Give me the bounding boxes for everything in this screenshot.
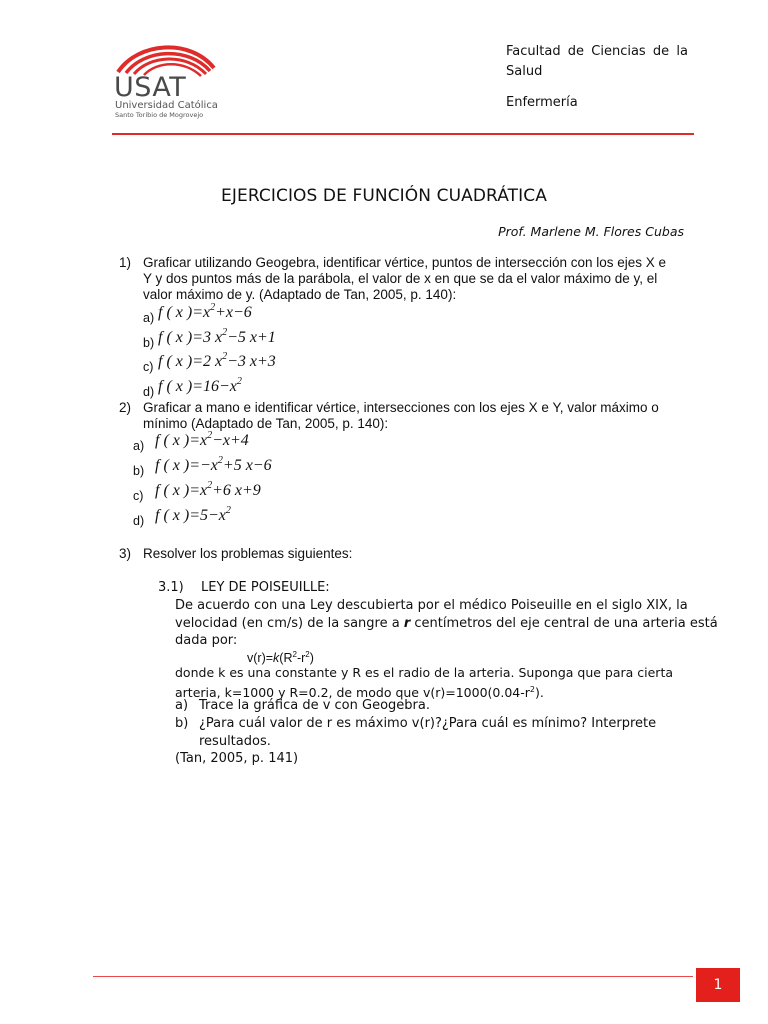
item-label: d) xyxy=(143,384,155,399)
eq-rest: −5 x+1 xyxy=(227,328,276,346)
formula-exp: 2 xyxy=(305,650,310,659)
eq-exp: 2 xyxy=(207,480,213,491)
q3-1-a-label: a) xyxy=(175,698,189,713)
text-span: centímetros del eje central de una arteria está xyxy=(410,615,718,631)
q3-1-a-text: Trace la gráfica de v con Geogebra. xyxy=(199,698,430,713)
item-label: b) xyxy=(143,335,155,350)
formula-k: k xyxy=(273,651,280,666)
eq-exp: 2 xyxy=(222,351,228,362)
eq-lhs: f ( x )= xyxy=(155,507,200,524)
item-label: a) xyxy=(133,439,145,453)
equation xyxy=(155,432,249,450)
eq-lhs: f ( x )= xyxy=(155,432,200,449)
citation: (Tan, 2005, p. 141) xyxy=(175,751,299,766)
usat-logo xyxy=(112,40,222,120)
eq-term: 3 x xyxy=(203,328,223,346)
eq-term: x xyxy=(203,304,211,321)
eq-exp: 2 xyxy=(236,375,242,387)
eq-rest: +x−6 xyxy=(215,304,252,321)
q3-1-b-label: b) xyxy=(175,716,189,731)
q1-line: Graficar utilizando Geogebra, identificar vértice, puntos de intersección con los ejes X e xyxy=(143,255,667,270)
header-info xyxy=(506,42,688,113)
q3-text: Resolver los problemas siguientes: xyxy=(143,546,353,561)
paragraph-line: ¿Para cuál valor de r es máximo v(r)?¿Para cuál es mínimo? Interprete xyxy=(199,716,657,731)
q2-line: Graficar a mano e identificar vértice, intersecciones con los ejes X e Y, valor máximo o xyxy=(143,400,659,415)
paragraph-line: De acuerdo con una Ley descubierta por el médico Poiseuille en el siglo XIX, la xyxy=(175,598,688,613)
q3-1-body-2 xyxy=(175,665,673,701)
paragraph-line: resultados. xyxy=(199,733,271,749)
item-label: a) xyxy=(143,311,155,325)
q1-line: valor máximo de y. (Adaptado de Tan, 2005, p. 140): xyxy=(143,287,457,302)
item-label: c) xyxy=(143,360,154,374)
q3-1-b-text xyxy=(199,715,656,750)
eq-lhs: f ( x )= xyxy=(158,377,203,395)
logo-wordmark: USAT xyxy=(114,72,187,103)
eq-term: 2 x xyxy=(203,353,223,370)
equation xyxy=(155,482,261,500)
eq-lhs: f ( x )= xyxy=(158,353,203,370)
q3-1-body xyxy=(175,597,718,650)
text-span: ). xyxy=(535,684,544,700)
poiseuille-formula xyxy=(247,650,314,665)
q2-text xyxy=(143,400,659,432)
variable-r: r xyxy=(403,615,411,631)
text-exp: 2 xyxy=(529,684,535,694)
logo-university-name: Universidad Católica xyxy=(115,100,218,111)
footer-divider xyxy=(93,976,693,977)
item-label: c) xyxy=(133,489,144,503)
page-title: EJERCICIOS DE FUNCIÓN CUADRÁTICA xyxy=(221,186,547,206)
formula-part: ) xyxy=(309,651,314,666)
eq-term: x xyxy=(200,432,208,449)
q1-text xyxy=(143,255,666,303)
eq-exp: 2 xyxy=(225,505,231,516)
equation xyxy=(158,375,242,396)
equation xyxy=(158,326,276,347)
eq-rest: −x+4 xyxy=(212,432,249,449)
logo-university-subtitle: Santo Toribio de Mogrovejo xyxy=(115,111,204,119)
equation xyxy=(155,507,231,525)
eq-term: 5−x xyxy=(200,507,226,524)
eq-exp: 2 xyxy=(210,302,216,313)
faculty-name: Facultad de Ciencias de la Salud xyxy=(506,44,688,79)
q3-1-number: 3.1) xyxy=(158,580,184,595)
author: Prof. Marlene M. Flores Cubas xyxy=(498,224,684,239)
formula-part: -r xyxy=(296,651,306,666)
page-number: 1 xyxy=(696,968,740,1002)
item-label: d) xyxy=(133,514,145,528)
equation xyxy=(155,457,272,475)
eq-lhs: f ( x )= xyxy=(158,304,203,321)
paragraph-line: donde k es una constante y R es el radio de la arteria. Suponga que para cierta xyxy=(175,665,674,680)
q1-line: Y y dos puntos más de la parábola, el valor de x en que se da el valor máximo de y, el xyxy=(143,271,658,286)
header-divider xyxy=(112,133,694,135)
eq-exp: 2 xyxy=(222,326,228,338)
eq-term: x xyxy=(200,482,208,499)
formula-part: v(r)= xyxy=(247,651,274,666)
q2-number: 2) xyxy=(119,400,132,415)
eq-term: −x xyxy=(200,457,218,474)
formula-part: (R xyxy=(279,651,293,666)
eq-exp: 2 xyxy=(207,430,213,441)
eq-rest: +6 x+9 xyxy=(212,482,261,499)
equation xyxy=(158,353,276,371)
eq-term: 16−x xyxy=(203,377,237,395)
text-span: arteria, k=1000 y R=0.2, de modo que v(r)=1000(0.04-r xyxy=(175,684,530,700)
eq-exp: 2 xyxy=(217,455,223,466)
text-span: velocidad (en cm/s) de la sangre a xyxy=(175,615,404,631)
item-label: b) xyxy=(133,464,145,478)
q3-1-title: LEY DE POISEUILLE: xyxy=(201,580,330,595)
eq-lhs: f ( x )= xyxy=(155,457,200,474)
eq-lhs: f ( x )= xyxy=(155,482,200,499)
q3-number: 3) xyxy=(119,546,132,561)
paragraph-line xyxy=(175,615,718,633)
eq-rest: −3 x+3 xyxy=(227,353,276,370)
q1-number: 1) xyxy=(119,255,132,270)
q2-line: mínimo (Adaptado de Tan, 2005, p. 140): xyxy=(143,416,389,431)
eq-lhs: f ( x )= xyxy=(158,328,203,346)
formula-exp: 2 xyxy=(292,650,297,659)
eq-rest: +5 x−6 xyxy=(222,457,272,474)
program-name: Enfermería xyxy=(506,95,578,110)
equation xyxy=(158,304,252,322)
paragraph-line: dada por: xyxy=(175,633,238,648)
